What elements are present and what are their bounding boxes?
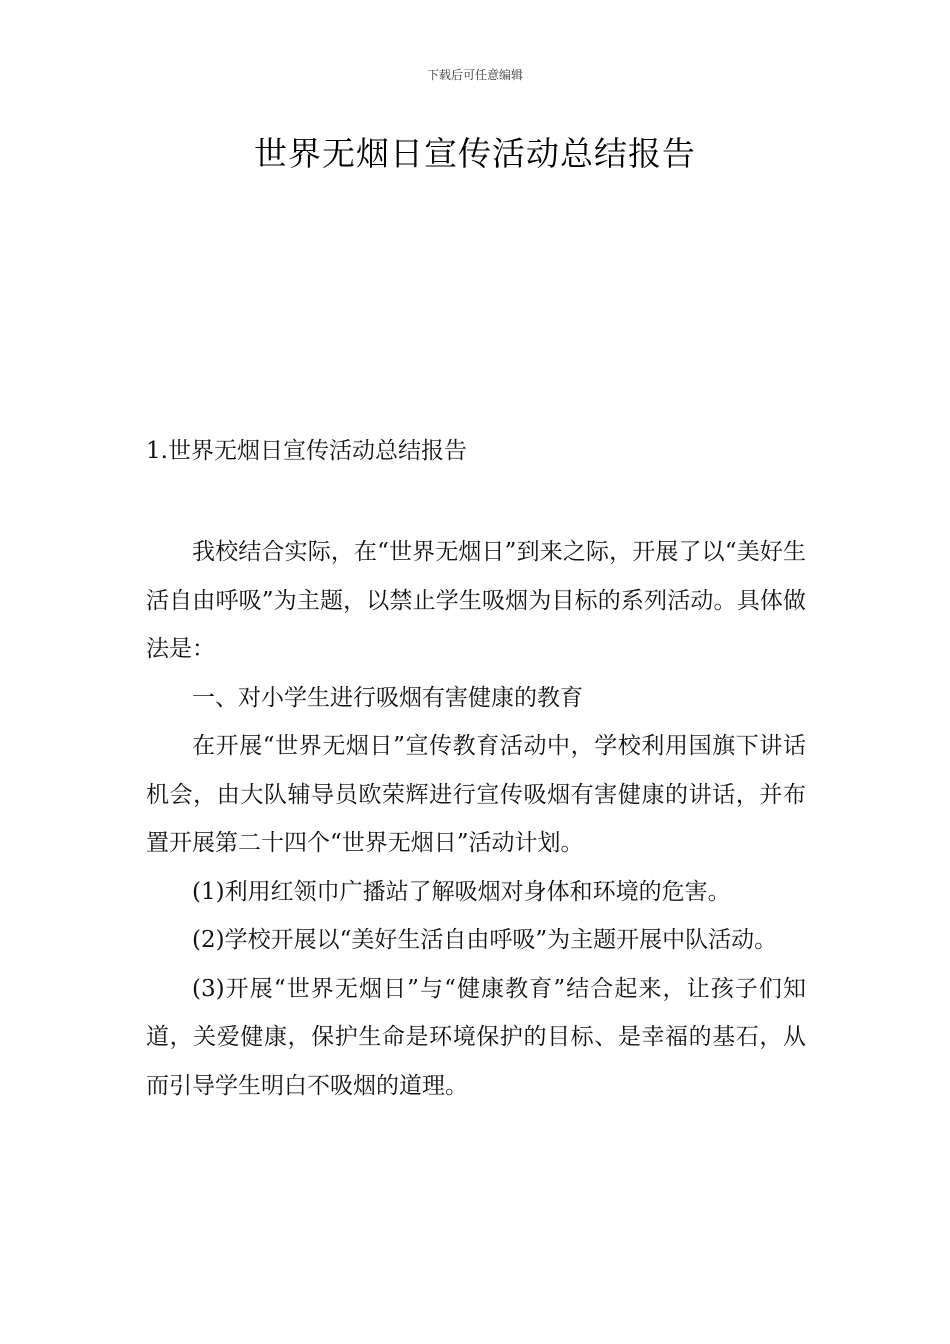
header-note: 下载后可任意编辑 [426,68,523,82]
paragraph-item-2: (2)学校开展以“美好生活自由呼吸”为主题开展中队活动。 [192,927,778,953]
section-heading: 1.世界无烟日宣传活动总结报告 [146,438,467,464]
document-title: 世界无烟日宣传活动总结报告 [254,134,696,173]
paragraph-item-1: (1)利用红领巾广播站了解吸烟对身体和环境的危害。 [192,878,731,905]
paragraph-activity: 在开展“世界无烟日”宣传教育活动中，学校利用国旗下讲话机会，由大队辅导员欧荣辉进行宣传吸烟有害健康的讲话，并布置开展第二十四个“世界无烟日”活动计划。 [146,733,806,856]
paragraph-subheading: 一、对小学生进行吸烟有害健康的教育 [192,684,583,711]
paragraph-intro: 我校结合实际，在“世界无烟日”到来之际，开展了以“美好生活自由呼吸”为主题，以禁止学生吸烟为目标的系列活动。具体做法是： [146,539,806,662]
body-text [146,528,806,1110]
paragraph-item-3: (3)开展“世界无烟日”与“健康教育”结合起来，让孩子们知道，关爱健康，保护生命是环境保护的目标、是幸福的基石，从而引导学生明白不吸烟的道理。 [146,975,806,1099]
